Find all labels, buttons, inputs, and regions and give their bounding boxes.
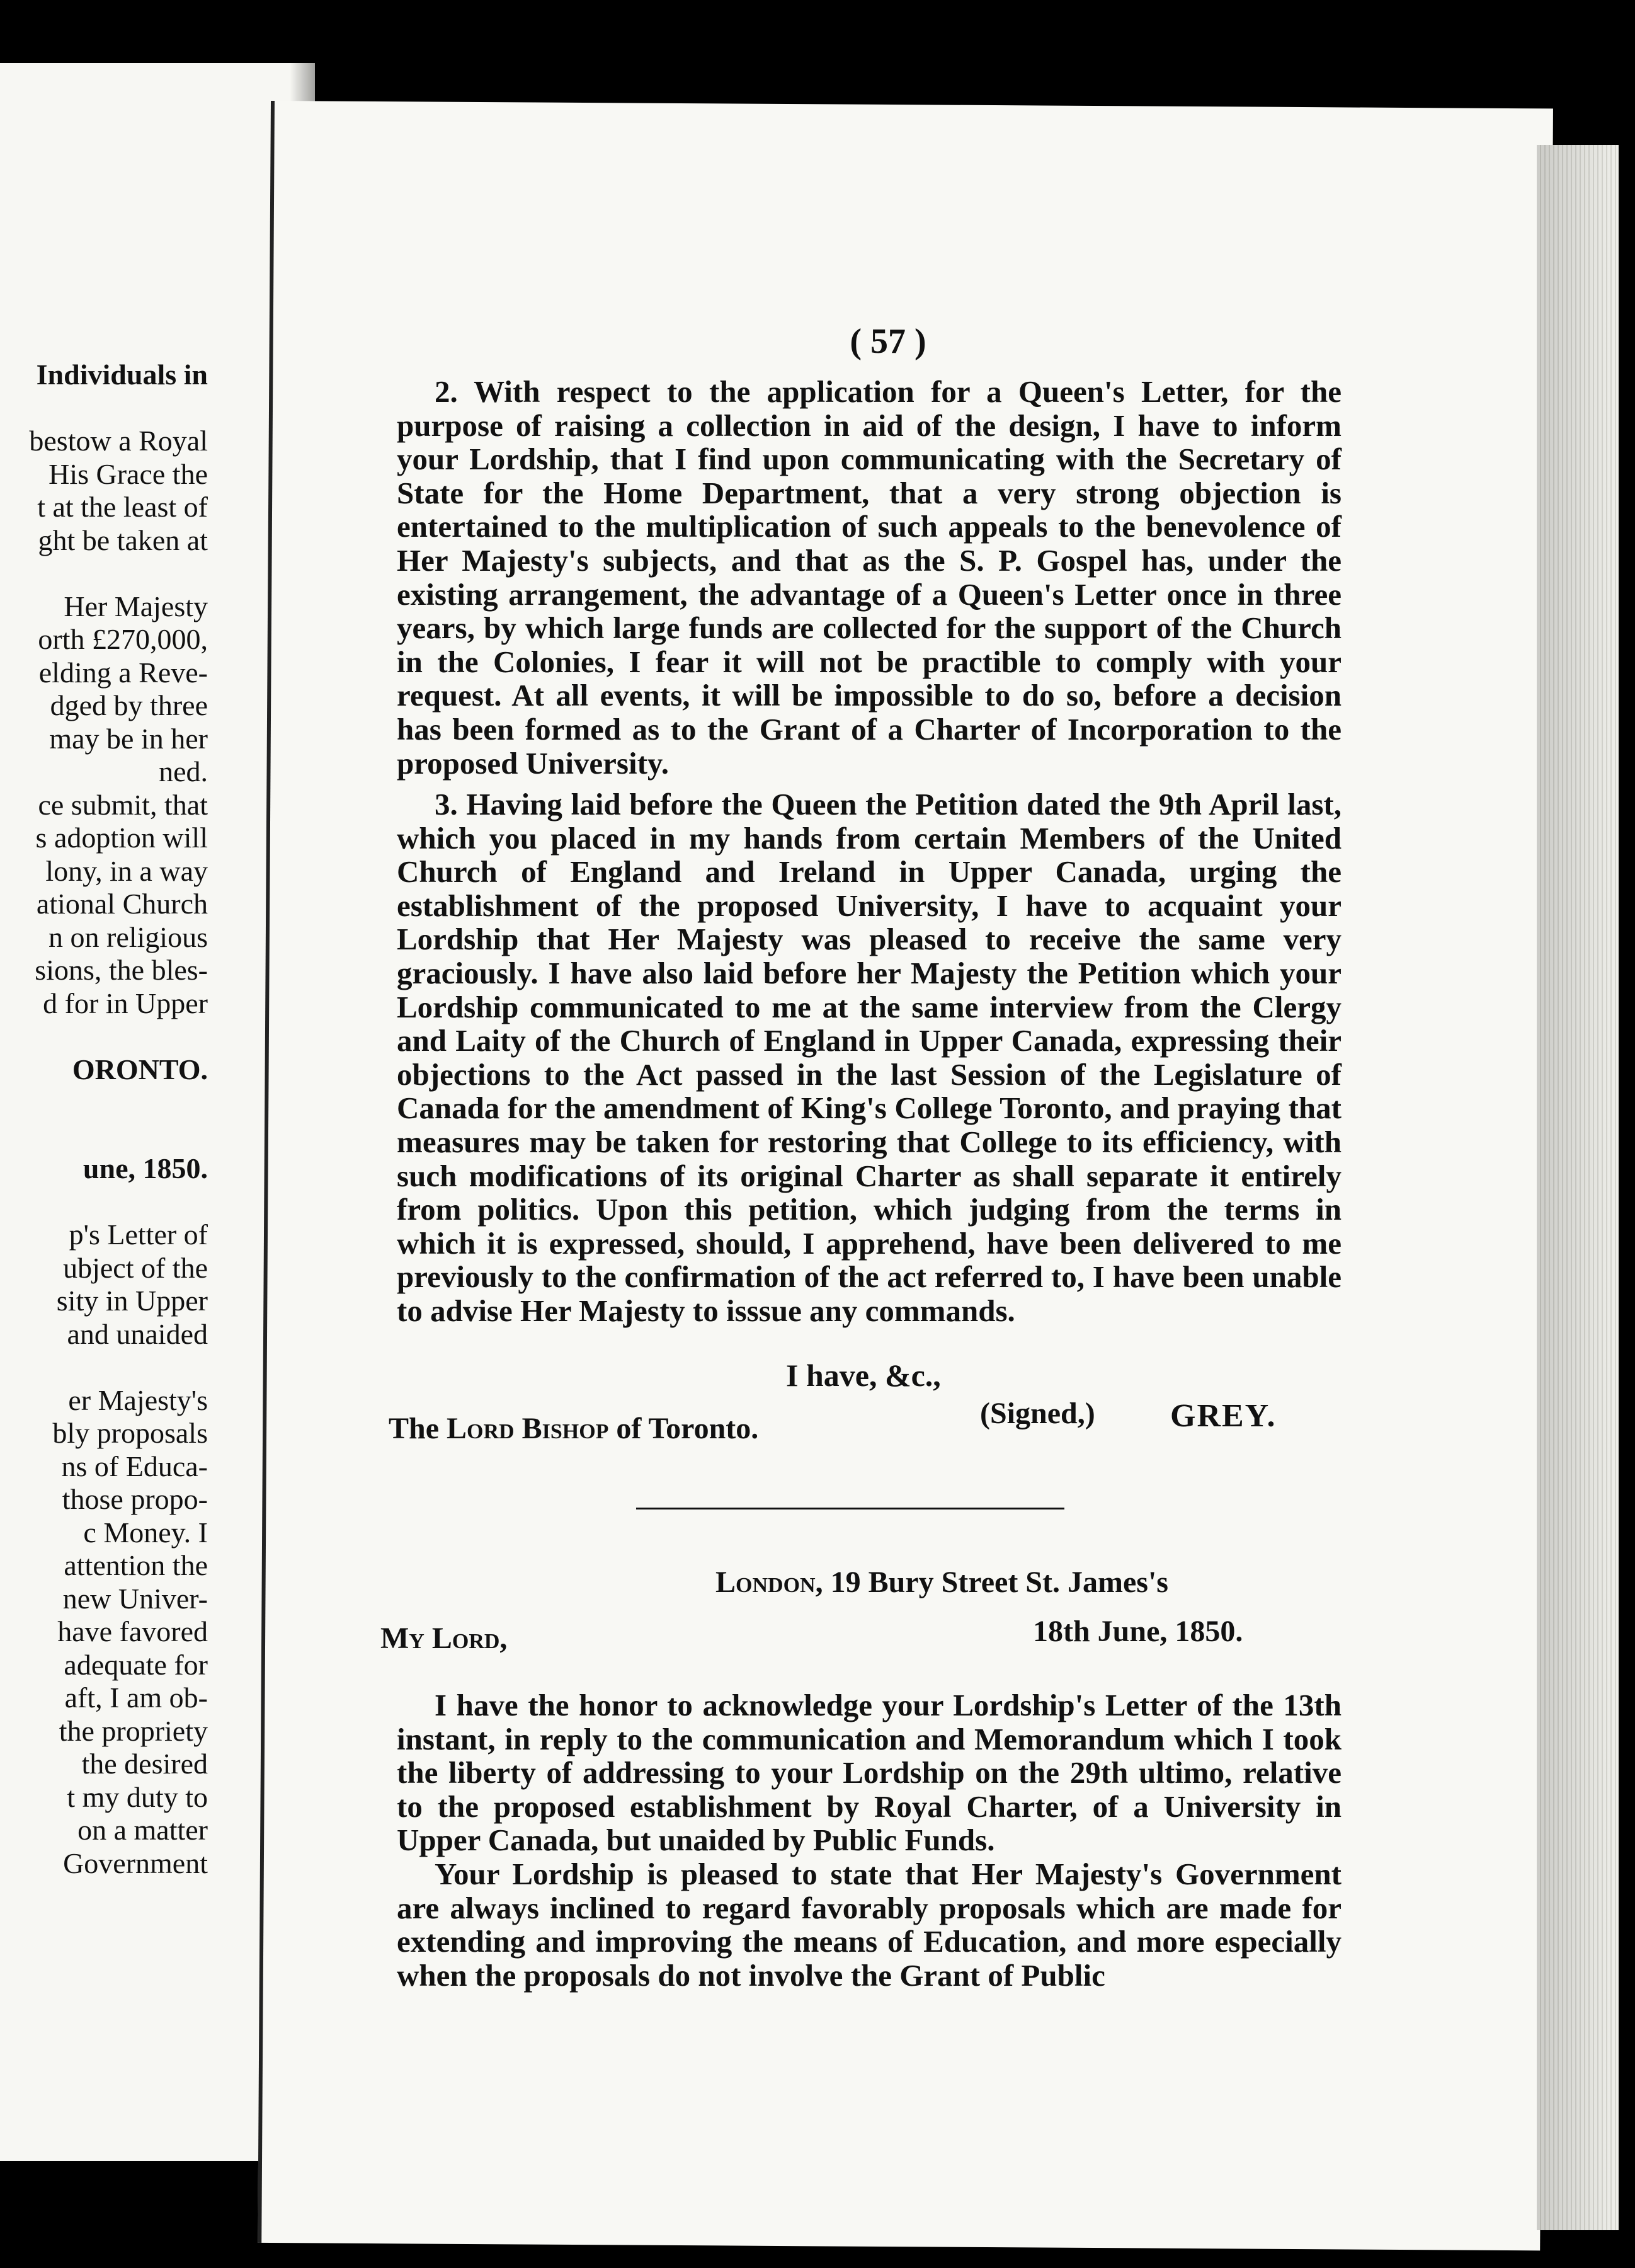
paragraph-3 [397,788,1342,1328]
addressee-suffix: of Toronto. [616,1412,759,1445]
signer-name: GREY. [1170,1398,1277,1434]
letter-body-paragraph-2: Your Lordship is pleased to state that Her Majesty's Government are always inclined to regard favorably proposals which are made for extending and improving the means of Education, and more especially when the proposals do not involve the Grant of Public [397,1856,1342,1993]
addressee [389,1411,758,1446]
letter-location [715,1565,1168,1600]
left-page-line: ational Church [36,888,208,920]
left-page-line: t my duty to [67,1780,208,1813]
section-divider [636,1508,1064,1509]
left-page-line: d for in Upper [43,987,208,1019]
left-page-line: those propo- [62,1483,208,1515]
left-page-line: Government [63,1847,208,1879]
left-page-line: ns of Educa- [61,1450,208,1482]
letter-date: 18th June, 1850. [1033,1615,1243,1648]
left-page-line: on a matter [77,1814,208,1846]
left-page-line: ce submit, that [38,788,208,821]
left-page-line: aft, I am ob- [64,1681,208,1714]
paragraph-3-text: 3. Having laid before the Queen the Petition dated the 9th April last, which you placed in my hands from certain Members of the United Church of England and Ireland in Upper Canada, urging the establishment of the proposed University, I have to acquaint your Lordship that Her Majesty was pleased to receive the same very graciously. I have also laid before her Majesty the Petition which your Lordship communicated to me at the same interview from the Clergy and Laity of the Church of England in Upper Canada, expressing their objections to the Act passed in the last Session of the Legislature of Canada for the amendment of King's College Toronto, and praying that measures may be taken for restoring that College to its efficiency, with such modifications of its original Charter as shall separate it entirely from politics. Upon this petition, which judging from the terms in which it is expressed, should, I apprehend, have been delivered to me previously to the confirmation of the act referred to, I have been unable to advise Her Majesty to isssue any commands. [397,787,1342,1328]
left-page-line: attention the [64,1549,208,1581]
letter-street: 19 Bury Street St. James's [830,1566,1168,1599]
left-page-line: and unaided [67,1317,208,1350]
paragraph-2 [397,375,1342,780]
left-page-line: adequate for [64,1648,208,1681]
left-page-line: ORONTO. [72,1053,208,1085]
left-page-line: ght be taken at [38,524,208,556]
letter-body [397,1688,1342,1992]
left-page-line: une, 1850. [83,1152,208,1184]
left-page-line: c Money. I [83,1516,208,1549]
left-page-line: the desired [81,1748,208,1780]
letter-body-paragraph-1: I have the honor to acknowledge your Lordship's Letter of the 13th instant, in reply to the communication and Memorandum which I took the liberty of addressing to your Lordship on the 29th ultimo, relative to the proposed establishment by Royal Charter, of a University in Upper Canada, but unaided by Public Funds. [397,1688,1342,1858]
left-page-line: have favored [57,1615,208,1647]
left-page-line: new Univer- [62,1582,208,1615]
left-page-line: dged by three [50,689,208,721]
left-page-line: bestow a Royal [29,425,208,457]
signed-note: (Signed,) [980,1397,1095,1430]
letter-salutation: My Lord, [380,1622,508,1655]
left-page-line: lony, in a way [45,854,208,887]
page-number: ( 57 ) [850,322,926,361]
left-page-line: Individuals in [36,358,208,391]
addressee-title: Lord Bishop [447,1412,609,1445]
left-page-line: er Majesty's [68,1383,208,1416]
left-page-line: s adoption will [35,822,208,854]
closing: I have, &c., [786,1358,941,1393]
left-page-line: the propriety [59,1714,208,1747]
left-page-line: His Grace the [48,457,208,490]
left-page-line: sity in Upper [56,1285,208,1317]
left-page-line: n on religious [48,920,208,953]
letter-city: London, [715,1566,823,1599]
left-page-line: orth £270,000, [38,623,208,655]
left-page-line: bly proposals [52,1417,208,1449]
left-page-line: sions, the bles- [35,954,208,986]
paragraph-2-text: 2. With respect to the application for a Queen's Letter, for the purpose of raising a collection in aid of the design, I have to inform your Lordship, that I find upon communicating with the Secretary of State for the Home Department, that a very strong objection is entertained to the multiplication of such appeals to the benevolence of Her Majesty's subjects, and that as the S. P. Gospel has, under the existing arrangement, the advantage of a Queen's Letter once in three years, by which large funds are collected for the support of the Church in the Colonies, I fear it will not be practible to comply with your request. At all events, it will be impossible to do so, before a decision has been formed as to the Grant of a Charter of Incorporation to the proposed University. [397,374,1342,781]
left-page-line: elding a Reve- [38,656,208,689]
left-page-line: t at the least of [37,491,208,523]
left-page-line: may be in her [49,722,208,755]
left-page-line: p's Letter of [69,1218,208,1251]
page-edges [1537,145,1619,2230]
left-page-line: ned. [159,755,208,788]
left-page-line: ubject of the [63,1251,208,1284]
addressee-prefix: The [389,1412,440,1445]
left-page-line: Her Majesty [64,590,208,622]
